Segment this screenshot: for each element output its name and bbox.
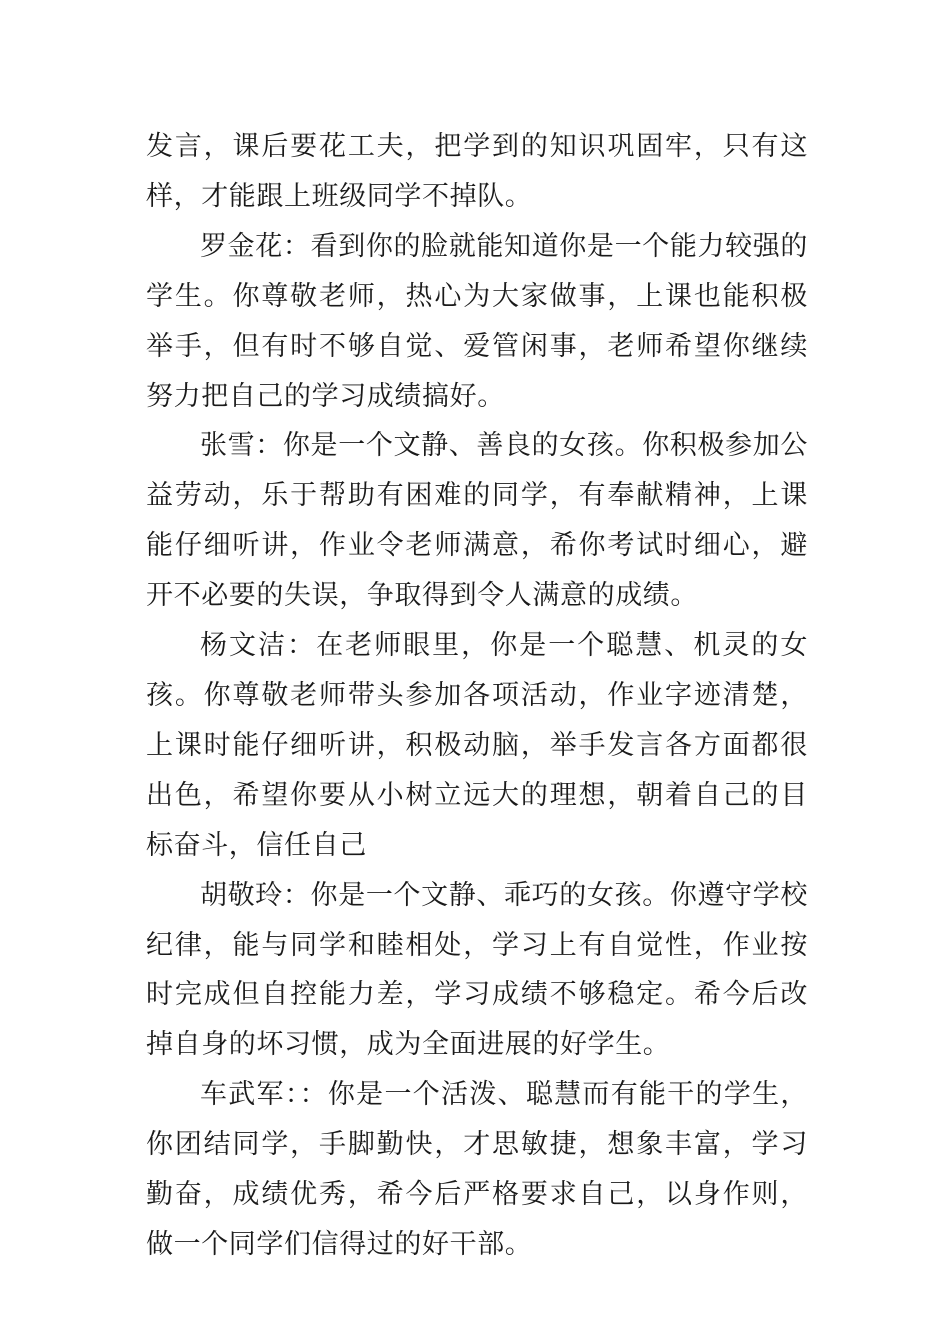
- paragraph-che-wujun: 车武军：：你是一个活泼、聪慧而有能干的学生，你团结同学，手脚勤快，才思敏捷，想象丰富，学习勤奋，成绩优秀，希今后严格要求自己，以身作则，做一个同学们信得过的好干部。: [146, 1079, 808, 1260]
- paragraph-luo-jinhua: 罗金花：看到你的脸就能知道你是一个能力较强的学生。你尊敬老师，热心为大家做事，上课也能积极举手，但有时不够自觉、爱管闲事，老师希望你继续努力把自己的学习成绩搞好。: [146, 230, 808, 412]
- document-body: [146, 122, 808, 1270]
- paragraph-continuation: 发言，课后要花工夫，把学到的知识巩固牢，只有这样，才能跟上班级同学不掉队。: [146, 131, 808, 212]
- paragraph-zhang-xue: 张雪：你是一个文静、善良的女孩。你积极参加公益劳动，乐于帮助有困难的同学，有奉献精神，上课能仔细听讲，作业令老师满意，希你考试时细心，避开不必要的失误，争取得到令人满意的成绩。: [146, 430, 808, 612]
- paragraph-yang-wenjie: 杨文洁：在老师眼里，你是一个聪慧、机灵的女孩。你尊敬老师带头参加各项活动，作业字迹清楚，上课时能仔细听讲，积极动脑，举手发言各方面都很出色，希望你要从小树立远大的理想，朝着自己的目标奋斗，信任自己: [146, 630, 808, 861]
- paragraph-hu-jingling: 胡敬玲：你是一个文静、乖巧的女孩。你遵守学校纪律，能与同学和睦相处，学习上有自觉性，作业按时完成但自控能力差，学习成绩不够稳定。希今后改掉自身的坏习惯，成为全面进展的好学生。: [146, 879, 808, 1061]
